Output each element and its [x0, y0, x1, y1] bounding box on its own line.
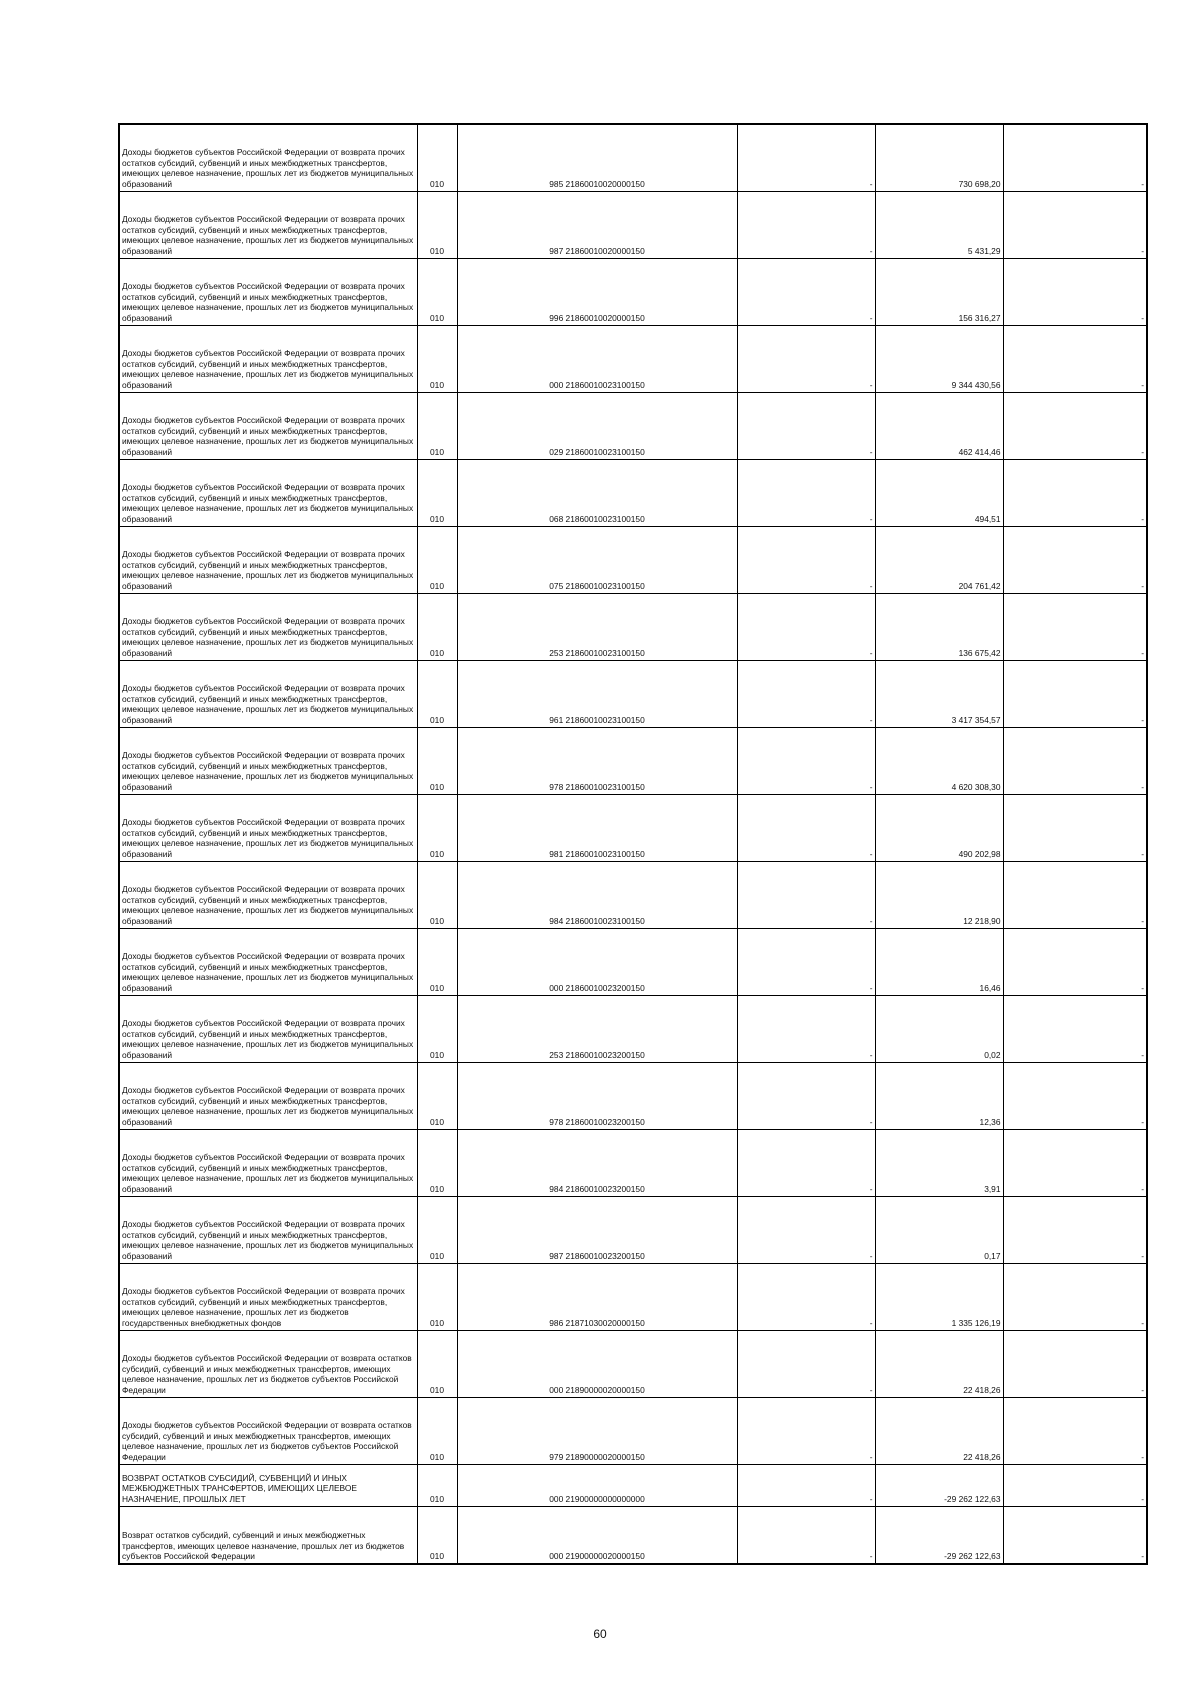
row-description: Доходы бюджетов субъектов Российской Федерации от возврата прочих остатков субсидий, субвенций и иных межбюджетных трансфертов, имеющих целевое назначение, прошлых лет из бюджетов муниципальных образований — [119, 861, 417, 928]
row-budget-classification-code: 986 21871030020000150 — [457, 1263, 737, 1330]
row-unexecuted-value: - — [1003, 995, 1147, 1062]
table-row — [119, 928, 1147, 995]
row-executed-amount: 0,02 — [875, 995, 1003, 1062]
row-line-code: 010 — [417, 1464, 457, 1506]
row-executed-amount: 12 218,90 — [875, 861, 1003, 928]
row-approved-value: - — [737, 1464, 875, 1506]
row-description: Доходы бюджетов субъектов Российской Федерации от возврата прочих остатков субсидий, субвенций и иных межбюджетных трансфертов, имеющих целевое назначение, прошлых лет из бюджетов муниципальных образований — [119, 928, 417, 995]
row-budget-classification-code: 029 21860010023100150 — [457, 392, 737, 459]
row-line-code: 010 — [417, 124, 457, 191]
row-executed-amount: 494,51 — [875, 459, 1003, 526]
row-approved-value: - — [737, 1397, 875, 1464]
row-executed-amount: 3 417 354,57 — [875, 660, 1003, 727]
row-unexecuted-value: - — [1003, 124, 1147, 191]
row-executed-amount: 1 335 126,19 — [875, 1263, 1003, 1330]
row-unexecuted-value: - — [1003, 928, 1147, 995]
row-description: Доходы бюджетов субъектов Российской Федерации от возврата прочих остатков субсидий, субвенций и иных межбюджетных трансфертов, имеющих целевое назначение, прошлых лет из бюджетов муниципальных образований — [119, 660, 417, 727]
row-line-code: 010 — [417, 191, 457, 258]
table-row — [119, 191, 1147, 258]
row-description: Доходы бюджетов субъектов Российской Федерации от возврата прочих остатков субсидий, субвенций и иных межбюджетных трансфертов, имеющих целевое назначение, прошлых лет из бюджетов муниципальных образований — [119, 1129, 417, 1196]
row-approved-value: - — [737, 1330, 875, 1397]
row-description: Доходы бюджетов субъектов Российской Федерации от возврата прочих остатков субсидий, субвенций и иных межбюджетных трансфертов, имеющих целевое назначение, прошлых лет из бюджетов муниципальных образований — [119, 191, 417, 258]
row-executed-amount: 730 698,20 — [875, 124, 1003, 191]
row-unexecuted-value: - — [1003, 1397, 1147, 1464]
row-budget-classification-code: 981 21860010023100150 — [457, 794, 737, 861]
row-line-code: 010 — [417, 459, 457, 526]
table-row — [119, 1062, 1147, 1129]
row-executed-amount: 22 418,26 — [875, 1397, 1003, 1464]
row-description: Доходы бюджетов субъектов Российской Федерации от возврата прочих остатков субсидий, субвенций и иных межбюджетных трансфертов, имеющих целевое назначение, прошлых лет из бюджетов муниципальных образований — [119, 124, 417, 191]
row-approved-value: - — [737, 1506, 875, 1564]
row-budget-classification-code: 000 21900000020000150 — [457, 1506, 737, 1564]
row-line-code: 010 — [417, 861, 457, 928]
row-unexecuted-value: - — [1003, 1129, 1147, 1196]
row-line-code: 010 — [417, 325, 457, 392]
row-approved-value: - — [737, 392, 875, 459]
row-line-code: 010 — [417, 1196, 457, 1263]
row-unexecuted-value: - — [1003, 526, 1147, 593]
row-unexecuted-value: - — [1003, 459, 1147, 526]
row-budget-classification-code: 000 21860010023200150 — [457, 928, 737, 995]
row-executed-amount: 12,36 — [875, 1062, 1003, 1129]
row-unexecuted-value: - — [1003, 258, 1147, 325]
row-budget-classification-code: 253 21860010023100150 — [457, 593, 737, 660]
row-line-code: 010 — [417, 660, 457, 727]
row-description: Доходы бюджетов субъектов Российской Федерации от возврата прочих остатков субсидий, субвенций и иных межбюджетных трансфертов, имеющих целевое назначение, прошлых лет из бюджетов муниципальных образований — [119, 593, 417, 660]
table-row — [119, 1330, 1147, 1397]
row-approved-value: - — [737, 1263, 875, 1330]
table-row — [119, 392, 1147, 459]
row-description: ВОЗВРАТ ОСТАТКОВ СУБСИДИЙ, СУБВЕНЦИЙ И ИНЫХ МЕЖБЮДЖЕТНЫХ ТРАНСФЕРТОВ, ИМЕЮЩИХ ЦЕЛЕВОЕ НАЗНАЧЕНИЕ, ПРОШЛЫХ ЛЕТ — [119, 1464, 417, 1506]
row-executed-amount: 490 202,98 — [875, 794, 1003, 861]
row-budget-classification-code: 068 21860010023100150 — [457, 459, 737, 526]
row-line-code: 010 — [417, 392, 457, 459]
row-line-code: 010 — [417, 1129, 457, 1196]
row-budget-classification-code: 075 21860010023100150 — [457, 526, 737, 593]
table-row — [119, 660, 1147, 727]
row-budget-classification-code: 978 21860010023200150 — [457, 1062, 737, 1129]
row-approved-value: - — [737, 928, 875, 995]
row-description: Доходы бюджетов субъектов Российской Федерации от возврата прочих остатков субсидий, субвенций и иных межбюджетных трансфертов, имеющих целевое назначение, прошлых лет из бюджетов муниципальных образований — [119, 258, 417, 325]
row-description: Доходы бюджетов субъектов Российской Федерации от возврата прочих остатков субсидий, субвенций и иных межбюджетных трансфертов, имеющих целевое назначение, прошлых лет из бюджетов муниципальных образований — [119, 1196, 417, 1263]
row-unexecuted-value: - — [1003, 1196, 1147, 1263]
row-approved-value: - — [737, 258, 875, 325]
row-line-code: 010 — [417, 258, 457, 325]
row-description: Доходы бюджетов субъектов Российской Федерации от возврата прочих остатков субсидий, субвенций и иных межбюджетных трансфертов, имеющих целевое назначение, прошлых лет из бюджетов муниципальных образований — [119, 794, 417, 861]
row-description: Доходы бюджетов субъектов Российской Федерации от возврата прочих остатков субсидий, субвенций и иных межбюджетных трансфертов, имеющих целевое назначение, прошлых лет из бюджетов муниципальных образований — [119, 392, 417, 459]
row-executed-amount: 204 761,42 — [875, 526, 1003, 593]
row-executed-amount: 5 431,29 — [875, 191, 1003, 258]
row-approved-value: - — [737, 1062, 875, 1129]
row-budget-classification-code: 987 21860010023200150 — [457, 1196, 737, 1263]
row-approved-value: - — [737, 1196, 875, 1263]
table-row — [119, 325, 1147, 392]
row-budget-classification-code: 984 21860010023100150 — [457, 861, 737, 928]
table-row — [119, 459, 1147, 526]
row-description: Доходы бюджетов субъектов Российской Федерации от возврата прочих остатков субсидий, субвенций и иных межбюджетных трансфертов, имеющих целевое назначение, прошлых лет из бюджетов муниципальных образований — [119, 325, 417, 392]
row-description: Доходы бюджетов субъектов Российской Федерации от возврата прочих остатков субсидий, субвенций и иных межбюджетных трансфертов, имеющих целевое назначение, прошлых лет из бюджетов муниципальных образований — [119, 727, 417, 794]
row-approved-value: - — [737, 124, 875, 191]
row-executed-amount: -29 262 122,63 — [875, 1506, 1003, 1564]
row-line-code: 010 — [417, 928, 457, 995]
row-unexecuted-value: - — [1003, 191, 1147, 258]
report-body — [119, 124, 1147, 1564]
row-executed-amount: -29 262 122,63 — [875, 1464, 1003, 1506]
row-executed-amount: 3,91 — [875, 1129, 1003, 1196]
row-executed-amount: 16,46 — [875, 928, 1003, 995]
table-row — [119, 1129, 1147, 1196]
row-executed-amount: 9 344 430,56 — [875, 325, 1003, 392]
row-budget-classification-code: 978 21860010023100150 — [457, 727, 737, 794]
table-row — [119, 861, 1147, 928]
table-row — [119, 1263, 1147, 1330]
row-approved-value: - — [737, 325, 875, 392]
row-executed-amount: 462 414,46 — [875, 392, 1003, 459]
row-line-code: 010 — [417, 526, 457, 593]
row-budget-classification-code: 253 21860010023200150 — [457, 995, 737, 1062]
row-description: Доходы бюджетов субъектов Российской Федерации от возврата остатков субсидий, субвенций и иных межбюджетных трансфертов, имеющих целевое назначение, прошлых лет из бюджетов субъектов Российской Федерации — [119, 1330, 417, 1397]
budget-report-table — [118, 123, 1148, 1565]
row-unexecuted-value: - — [1003, 1263, 1147, 1330]
row-executed-amount: 22 418,26 — [875, 1330, 1003, 1397]
row-description: Доходы бюджетов субъектов Российской Федерации от возврата прочих остатков субсидий, субвенций и иных межбюджетных трансфертов, имеющих целевое назначение, прошлых лет из бюджетов муниципальных образований — [119, 526, 417, 593]
row-line-code: 010 — [417, 727, 457, 794]
row-budget-classification-code: 985 21860010020000150 — [457, 124, 737, 191]
row-description: Доходы бюджетов субъектов Российской Федерации от возврата остатков субсидий, субвенций и иных межбюджетных трансфертов, имеющих целевое назначение, прошлых лет из бюджетов субъектов Российской Федерации — [119, 1397, 417, 1464]
row-budget-classification-code: 979 21890000020000150 — [457, 1397, 737, 1464]
row-unexecuted-value: - — [1003, 794, 1147, 861]
table-row — [119, 1506, 1147, 1564]
table-row — [119, 1397, 1147, 1464]
row-unexecuted-value: - — [1003, 660, 1147, 727]
row-budget-classification-code: 000 21890000020000150 — [457, 1330, 737, 1397]
row-description: Доходы бюджетов субъектов Российской Федерации от возврата прочих остатков субсидий, субвенций и иных межбюджетных трансфертов, имеющих целевое назначение, прошлых лет из бюджетов муниципальных образований — [119, 995, 417, 1062]
row-approved-value: - — [737, 459, 875, 526]
table-row — [119, 593, 1147, 660]
row-line-code: 010 — [417, 1263, 457, 1330]
row-budget-classification-code: 961 21860010023100150 — [457, 660, 737, 727]
row-unexecuted-value: - — [1003, 1062, 1147, 1129]
row-executed-amount: 4 620 308,30 — [875, 727, 1003, 794]
row-line-code: 010 — [417, 1330, 457, 1397]
row-unexecuted-value: - — [1003, 1506, 1147, 1564]
row-approved-value: - — [737, 794, 875, 861]
row-line-code: 010 — [417, 995, 457, 1062]
row-description: Возврат остатков субсидий, субвенций и иных межбюджетных трансфертов, имеющих целевое назначение, прошлых лет из бюджетов субъектов Российской Федерации — [119, 1506, 417, 1564]
row-description: Доходы бюджетов субъектов Российской Федерации от возврата прочих остатков субсидий, субвенций и иных межбюджетных трансфертов, имеющих целевое назначение, прошлых лет из бюджетов муниципальных образований — [119, 459, 417, 526]
row-approved-value: - — [737, 995, 875, 1062]
row-line-code: 010 — [417, 1397, 457, 1464]
row-approved-value: - — [737, 1129, 875, 1196]
row-unexecuted-value: - — [1003, 392, 1147, 459]
table-row — [119, 727, 1147, 794]
row-description: Доходы бюджетов субъектов Российской Федерации от возврата прочих остатков субсидий, субвенций и иных межбюджетных трансфертов, имеющих целевое назначение, прошлых лет из бюджетов государственных внебюджетных фондов — [119, 1263, 417, 1330]
row-line-code: 010 — [417, 593, 457, 660]
row-approved-value: - — [737, 191, 875, 258]
row-unexecuted-value: - — [1003, 1330, 1147, 1397]
table-row — [119, 794, 1147, 861]
row-executed-amount: 136 675,42 — [875, 593, 1003, 660]
table-row — [119, 526, 1147, 593]
table-row — [119, 1196, 1147, 1263]
row-budget-classification-code: 996 21860010020000150 — [457, 258, 737, 325]
row-budget-classification-code: 000 21860010023100150 — [457, 325, 737, 392]
table-row — [119, 1464, 1147, 1506]
row-unexecuted-value: - — [1003, 861, 1147, 928]
row-approved-value: - — [737, 727, 875, 794]
row-executed-amount: 0,17 — [875, 1196, 1003, 1263]
row-budget-classification-code: 000 21900000000000000 — [457, 1464, 737, 1506]
row-budget-classification-code: 984 21860010023200150 — [457, 1129, 737, 1196]
row-unexecuted-value: - — [1003, 593, 1147, 660]
row-budget-classification-code: 987 21860010020000150 — [457, 191, 737, 258]
page-number: 60 — [593, 1627, 607, 1641]
row-approved-value: - — [737, 660, 875, 727]
table-row — [119, 258, 1147, 325]
row-unexecuted-value: - — [1003, 1464, 1147, 1506]
row-line-code: 010 — [417, 1506, 457, 1564]
row-approved-value: - — [737, 861, 875, 928]
table-row — [119, 995, 1147, 1062]
row-line-code: 010 — [417, 1062, 457, 1129]
row-approved-value: - — [737, 526, 875, 593]
table-row — [119, 124, 1147, 191]
row-unexecuted-value: - — [1003, 325, 1147, 392]
row-line-code: 010 — [417, 794, 457, 861]
row-unexecuted-value: - — [1003, 727, 1147, 794]
row-executed-amount: 156 316,27 — [875, 258, 1003, 325]
row-description: Доходы бюджетов субъектов Российской Федерации от возврата прочих остатков субсидий, субвенций и иных межбюджетных трансфертов, имеющих целевое назначение, прошлых лет из бюджетов муниципальных образований — [119, 1062, 417, 1129]
row-approved-value: - — [737, 593, 875, 660]
